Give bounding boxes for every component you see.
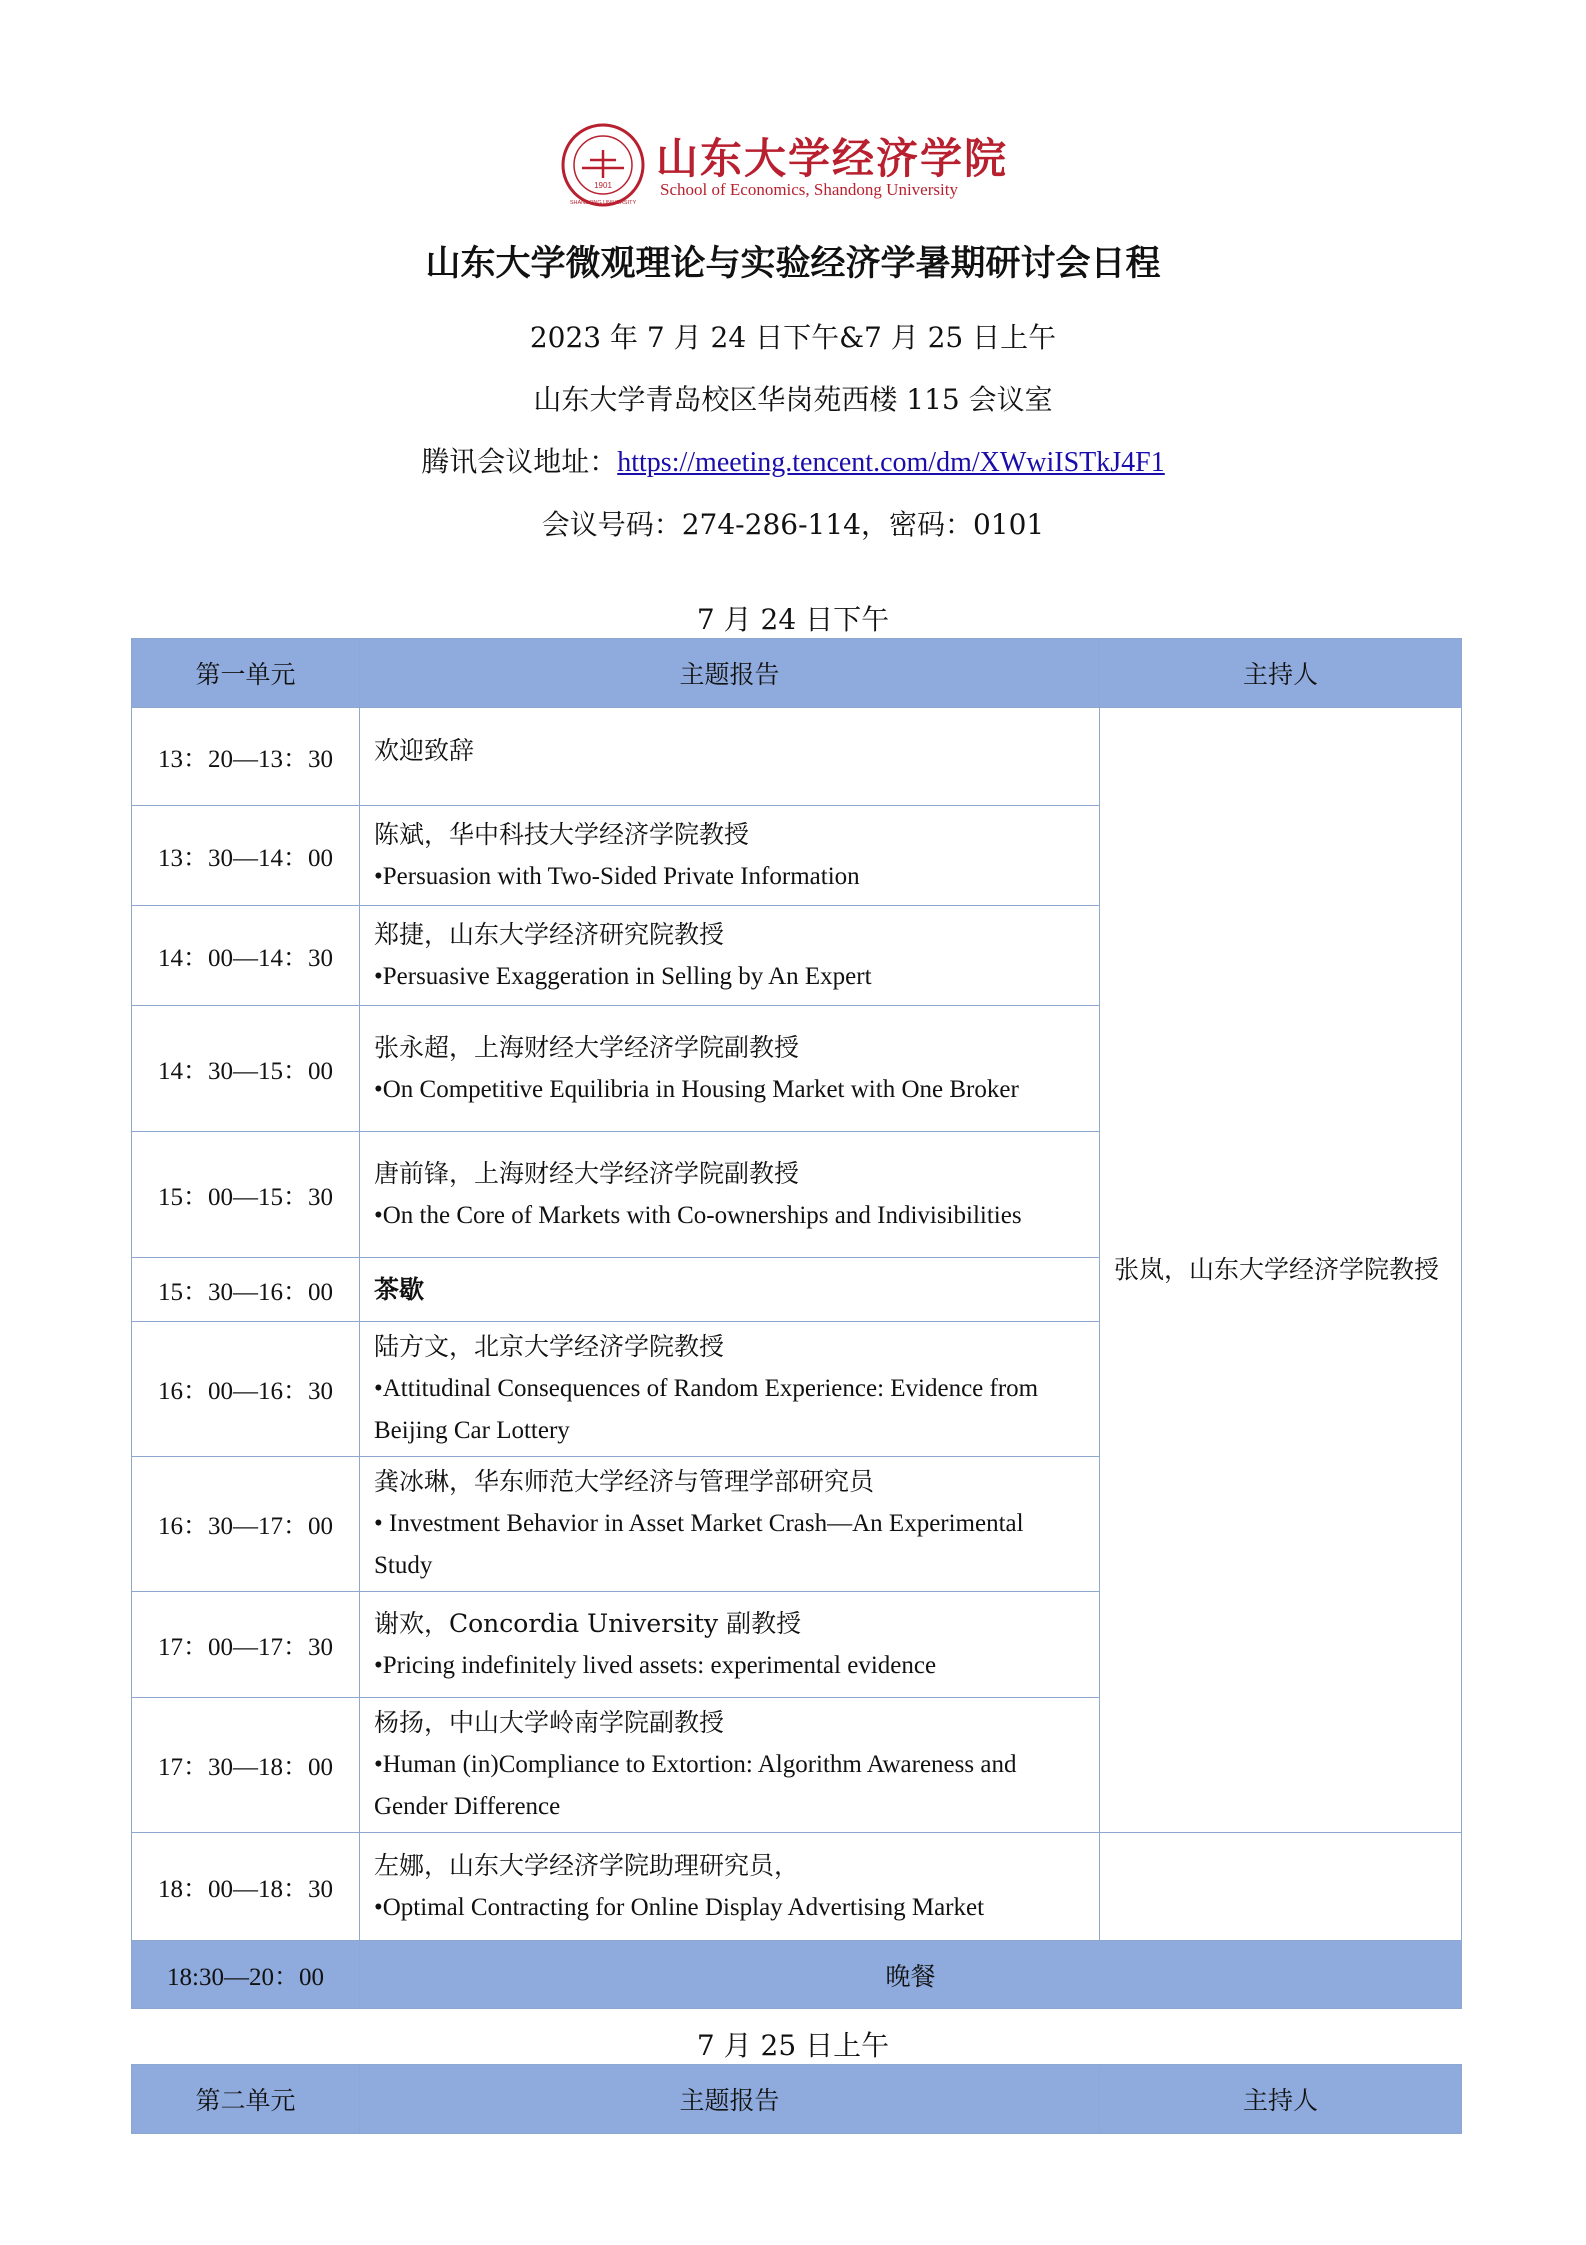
- topic-cell: [360, 708, 1100, 806]
- seal-text: SHANDONG UNIVERSITY: [569, 200, 637, 206]
- logo-chinese: 山东大学经济学院: [656, 134, 1009, 183]
- paper-title: •On Competitive Equilibria in Housing Market with One Broker: [374, 1075, 1019, 1103]
- paper-title: •Persuasive Exaggeration in Selling by An Expert: [374, 962, 872, 990]
- tencent-label: 腾讯会议地址：: [421, 445, 618, 478]
- topic-cell: [360, 1132, 1100, 1258]
- day1-schedule-table: [131, 638, 1462, 2009]
- table-header-row: [132, 2065, 1462, 2134]
- logo-english: School of Economics, Shandong University: [660, 180, 958, 199]
- time-cell: 17：00—17：30: [132, 1592, 360, 1698]
- date-line: 2023 年 7 月 24 日下午&7 月 25 日上午: [529, 321, 1057, 354]
- topic-cell: [360, 1322, 1100, 1457]
- host-header: 主持人: [1100, 639, 1462, 708]
- time-cell: 17：30—18：00: [132, 1698, 360, 1833]
- topic-header: 主题报告: [360, 2065, 1100, 2134]
- day1-heading: 7 月 24 日下午: [696, 603, 890, 636]
- table-header-row: [132, 639, 1462, 708]
- speaker: 郑捷，山东大学经济研究院教授: [374, 919, 725, 949]
- topic-cell: [360, 1698, 1100, 1833]
- paper-title: •Pricing indefinitely lived assets: experimental evidence: [374, 1651, 937, 1679]
- unit-header: 第二单元: [132, 2065, 360, 2134]
- time-cell: 14：00—14：30: [132, 906, 360, 1006]
- time-cell: 15：30—16：00: [132, 1258, 360, 1322]
- speaker: 谢欢，Concordia University 副教授: [374, 1608, 802, 1638]
- page-title: 山东大学微观理论与实验经济学暑期研讨会日程: [425, 243, 1161, 284]
- meeting-id-line: 会议号码：274-286-114，密码：0101: [541, 508, 1045, 541]
- speaker: 张永超，上海财经大学经济学院副教授: [374, 1032, 800, 1062]
- paper-title: •Attitudinal Consequences of Random Experience: Evidence from Beijing Car Lottery: [374, 1375, 1039, 1444]
- meeting-link[interactable]: https://meeting.tencent.com/dm/XWwiISTkJ4F1: [617, 447, 1165, 478]
- time-cell: 16：30—17：00: [132, 1457, 360, 1592]
- topic-cell: [360, 806, 1100, 906]
- time-cell: 14：30—15：00: [132, 1006, 360, 1132]
- dinner-row: [132, 1941, 1462, 2009]
- dinner-time: 18:30—20：00: [132, 1941, 360, 2009]
- topic-cell: [360, 906, 1100, 1006]
- venue-line: 山东大学青岛校区华岗苑西楼 115 会议室: [533, 383, 1053, 416]
- paper-title: • Investment Behavior in Asset Market Crash—An Experimental Study: [374, 1510, 1024, 1579]
- time-cell: 13：30—14：00: [132, 806, 360, 906]
- paper-title: •On the Core of Markets with Co-ownerships and Indivisibilities: [374, 1201, 1022, 1229]
- tea-break-cell: 茶歇: [360, 1258, 1100, 1322]
- dinner-label: 晚餐: [360, 1941, 1462, 2009]
- time-cell: 18：00—18：30: [132, 1833, 360, 1941]
- table-row: [132, 1833, 1462, 1941]
- topic-cell: [360, 1457, 1100, 1592]
- university-seal-icon: [560, 122, 646, 208]
- speaker: 左娜，山东大学经济学院助理研究员，: [374, 1850, 800, 1880]
- topic-cell: [360, 1833, 1100, 1941]
- time-cell: 15：00—15：30: [132, 1132, 360, 1258]
- seal-year: 1901: [594, 181, 612, 190]
- day2-schedule-table: [131, 2064, 1462, 2134]
- empty-host-cell: [1100, 1833, 1462, 1941]
- paper-title: •Optimal Contracting for Online Display Advertising Market: [374, 1893, 985, 1921]
- time-cell: 16：00—16：30: [132, 1322, 360, 1457]
- paper-title: •Human (in)Compliance to Extortion: Algorithm Awareness and Gender Difference: [374, 1751, 1017, 1820]
- speaker: 陈斌，华中科技大学经济学院教授: [374, 819, 750, 849]
- tencent-meeting-line: [0, 440, 1586, 480]
- table-row: [132, 708, 1462, 806]
- unit-header: 第一单元: [132, 639, 360, 708]
- speaker: 陆方文，北京大学经济学院教授: [374, 1332, 725, 1361]
- topic-cell: [360, 1592, 1100, 1698]
- school-logo: [560, 120, 1040, 212]
- topic-cell: [360, 1006, 1100, 1132]
- topic-header: 主题报告: [360, 639, 1100, 708]
- time-cell: 13：20—13：30: [132, 708, 360, 806]
- day2-heading: 7 月 25 日上午: [696, 2029, 890, 2062]
- speaker: 欢迎致辞: [374, 736, 475, 765]
- host-cell: 张岚，山东大学经济学院教授: [1100, 708, 1462, 1833]
- speaker: 杨扬，中山大学岭南学院副教授: [374, 1708, 725, 1737]
- host-header: 主持人: [1100, 2065, 1462, 2134]
- speaker: 龚冰琳，华东师范大学经济与管理学部研究员: [374, 1467, 875, 1496]
- paper-title: •Persuasion with Two-Sided Private Information: [374, 862, 860, 890]
- speaker: 唐前锋，上海财经大学经济学院副教授: [374, 1158, 800, 1188]
